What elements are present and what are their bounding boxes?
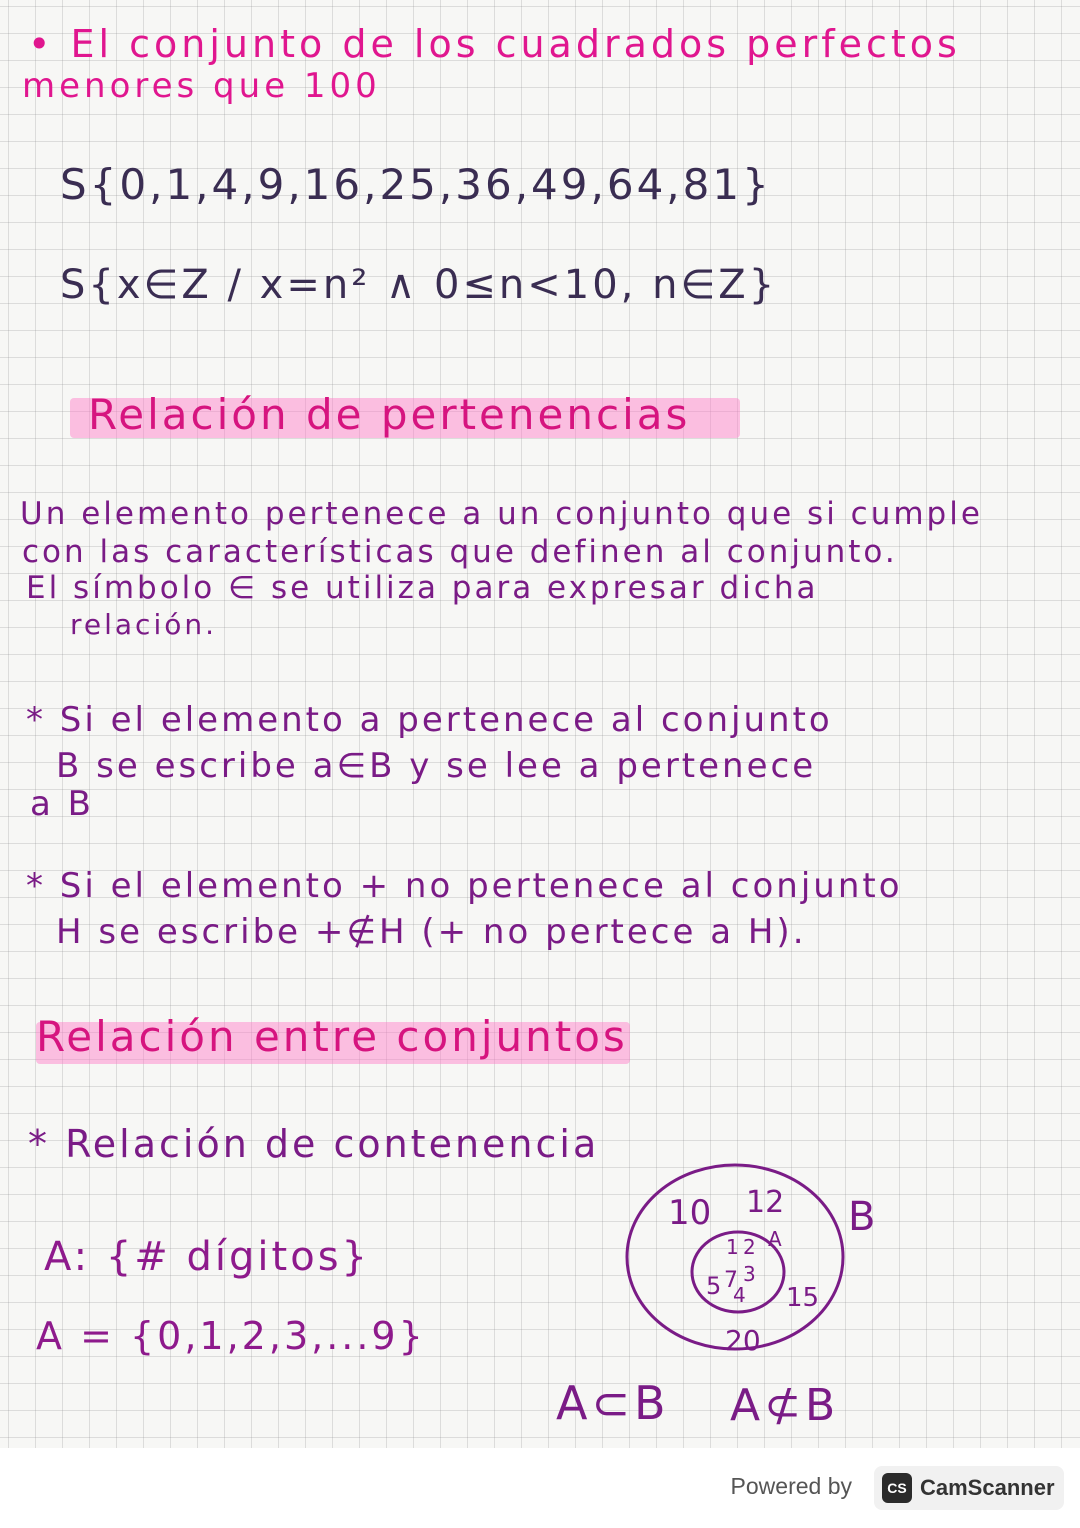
camscanner-badge bbox=[874, 1466, 1064, 1510]
bullet-1-line-2: B se escribe a∈B y se lee a pertenece bbox=[56, 746, 817, 786]
powered-by-text: Powered by bbox=[730, 1473, 852, 1499]
bullet-2-line-2: H se escribe +∉H (+ no pertece a H). bbox=[56, 912, 807, 952]
section-title-pertenencia: Relación de pertenencias bbox=[88, 390, 691, 439]
section-title-conjuntos: Relación entre conjuntos bbox=[36, 1012, 628, 1061]
paragraph-line-1: Un elemento pertenece a un conjunto que si cumple bbox=[20, 496, 983, 532]
paragraph-line-3: El símbolo ∈ se utiliza para expresar dicha bbox=[26, 570, 819, 606]
paragraph-line-2: con las características que definen al conjunto. bbox=[22, 534, 898, 570]
outer-label-b: B bbox=[848, 1194, 876, 1240]
camscanner-name: CamScanner bbox=[920, 1475, 1055, 1500]
venn-diagram bbox=[600, 1160, 900, 1360]
inner-number-3: 7 bbox=[724, 1268, 738, 1293]
heading-line-2: menores que 100 bbox=[22, 66, 381, 106]
bullet-1-line-3: a B bbox=[30, 784, 94, 824]
set-a-extension: A = {0,1,2,3,...9} bbox=[36, 1314, 426, 1358]
inner-number-4: 3 bbox=[743, 1262, 756, 1286]
inner-number-5: 4 bbox=[733, 1283, 746, 1307]
bullet-1-line-1: * Si el elemento a pertenece al conjunto bbox=[26, 700, 833, 740]
set-comprehension: S{x∈Z / x=n² ∧ 0≤n<10, n∈Z} bbox=[60, 262, 778, 308]
outer-number-0: 10 bbox=[668, 1193, 712, 1233]
heading-line-1: • El conjunto de los cuadrados perfectos bbox=[28, 22, 961, 66]
outer-number-2: 15 bbox=[786, 1283, 820, 1313]
set-extension: S{0,1,4,9,16,25,36,49,64,81} bbox=[60, 160, 772, 209]
subtitle-contenencia: * Relación de contenencia bbox=[28, 1122, 600, 1166]
inner-number-0: 1 bbox=[726, 1235, 739, 1259]
outer-number-3: 20 bbox=[725, 1324, 761, 1357]
notation-subset: A⊂B bbox=[556, 1376, 670, 1430]
camscanner-icon: CS bbox=[882, 1473, 912, 1503]
set-a-definition: A: {# dígitos} bbox=[44, 1234, 370, 1280]
inner-number-1: 2 bbox=[743, 1235, 756, 1259]
inner-label-a: A bbox=[768, 1227, 782, 1251]
outer-number-1: 12 bbox=[746, 1185, 785, 1220]
bullet-2-line-1: * Si el elemento + no pertenece al conjunto bbox=[26, 866, 903, 906]
paragraph-line-4: relación. bbox=[70, 608, 218, 641]
inner-number-2: 5 bbox=[706, 1272, 722, 1300]
notation-not-subset: A⊄B bbox=[730, 1380, 840, 1431]
